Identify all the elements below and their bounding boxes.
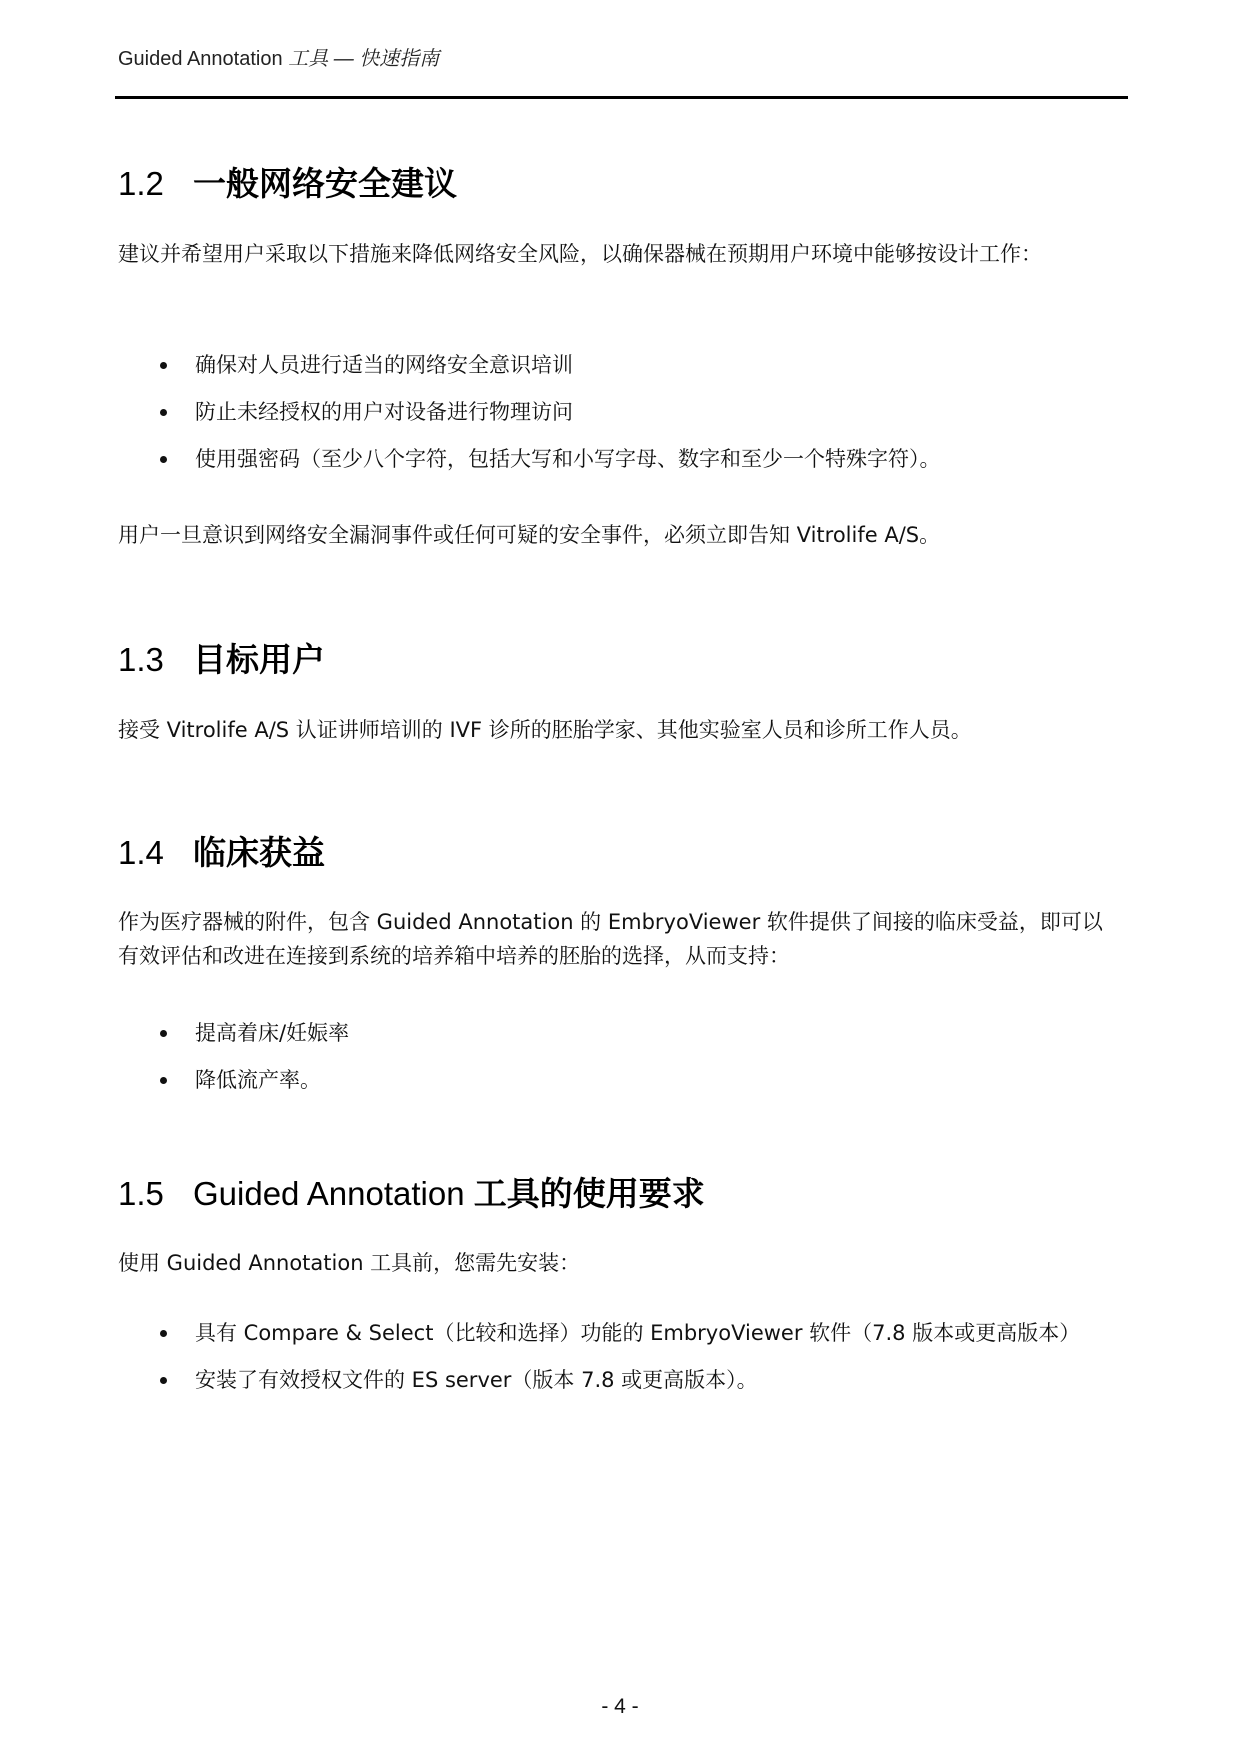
- section-number: 1.3: [118, 641, 164, 678]
- list-item: 防止未经授权的用户对设备进行物理访问: [118, 395, 941, 442]
- header-divider: [115, 96, 1128, 99]
- page-number: - 4 -: [601, 1695, 639, 1718]
- header-title-latin: Guided Annotation: [118, 48, 283, 70]
- section-title: 工具的使用要求: [473, 1175, 705, 1212]
- section-1-4-bullets: [118, 1016, 349, 1110]
- header-title-cjk: 工具 — 快速指南: [288, 48, 440, 70]
- section-1-2-intro: 建议并希望用户采取以下措施来降低网络安全风险，以确保器械在预期用户环境中能够按设计工作：: [118, 242, 1042, 266]
- section-1-5-bullets: [118, 1316, 1080, 1410]
- list-item: 降低流产率。: [118, 1063, 349, 1110]
- page-header: [118, 42, 439, 71]
- section-heading-1-2: [118, 158, 457, 205]
- section-1-4-intro: 作为医疗器械的附件，包含 Guided Annotation 的 EmbryoViewer 软件提供了间接的临床受益，即可以有效评估和改进在连接到系统的培养箱中培养的胚胎的选择，从而支持：: [118, 910, 1103, 968]
- section-1-3-intro: 接受 Vitrolife A/S 认证讲师培训的 IVF 诊所的胚胎学家、其他实验室人员和诊所工作人员。: [118, 718, 972, 742]
- section-1-2-outro: 用户一旦意识到网络安全漏洞事件或任何可疑的安全事件，必须立即告知 Vitrolife A/S。: [118, 523, 941, 547]
- section-number: 1.2: [118, 165, 164, 202]
- section-heading-1-4: [118, 827, 325, 874]
- section-number: 1.5: [118, 1175, 164, 1212]
- section-number: 1.4: [118, 834, 164, 871]
- list-item: 使用强密码（至少八个字符，包括大写和小写字母、数字和至少一个特殊字符）。: [118, 442, 941, 489]
- section-title-latin: Guided Annotation: [193, 1175, 465, 1212]
- section-heading-1-5: [118, 1168, 705, 1215]
- list-item: 提高着床/妊娠率: [118, 1016, 349, 1063]
- section-title: 目标用户: [193, 641, 325, 678]
- section-1-2-bullets: [118, 348, 941, 489]
- section-title: 临床获益: [193, 834, 325, 871]
- section-title: 一般网络安全建议: [193, 165, 457, 202]
- list-item: 确保对人员进行适当的网络安全意识培训: [118, 348, 941, 395]
- list-item: 具有 Compare & Select（比较和选择）功能的 EmbryoViewer 软件（7.8 版本或更高版本）: [118, 1316, 1080, 1363]
- section-1-5-intro: 使用 Guided Annotation 工具前，您需先安装：: [118, 1251, 581, 1275]
- list-item: 安装了有效授权文件的 ES server（版本 7.8 或更高版本）。: [118, 1363, 1080, 1410]
- section-heading-1-3: [118, 634, 325, 681]
